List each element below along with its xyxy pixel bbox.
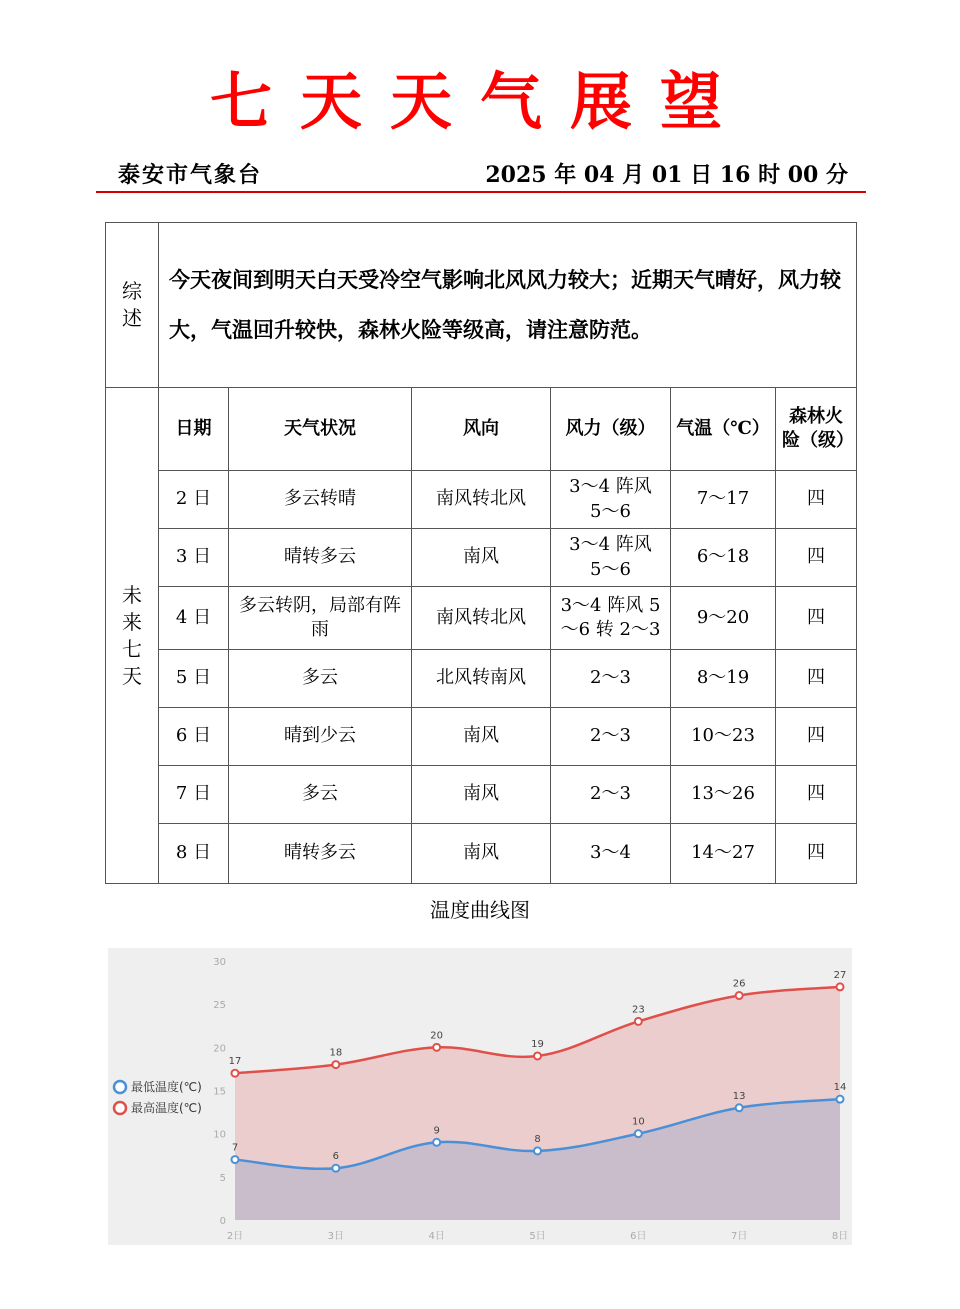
x-tick-label: 2日 [226, 1231, 244, 1242]
row-fire: 四 [776, 766, 857, 824]
x-tick-label: 4日 [428, 1231, 445, 1242]
row-wind-dir: 南风 [412, 529, 551, 587]
row-fire: 四 [776, 824, 857, 884]
data-point [232, 1156, 239, 1163]
row-wind-force: 2～3 [551, 650, 671, 708]
legend-marker [114, 1102, 126, 1114]
data-label: 9 [433, 1125, 440, 1137]
data-point [635, 1018, 642, 1025]
chart-title: 温度曲线图 [430, 898, 530, 922]
row-date: 4 日 [159, 587, 229, 650]
row-weather: 晴到少云 [229, 708, 412, 766]
data-point [736, 992, 743, 999]
row-wind-force: 3～4 [551, 824, 671, 884]
col-fire: 森林火险（级） [776, 388, 857, 471]
x-tick-label: 6日 [630, 1231, 647, 1242]
row-date: 6 日 [159, 708, 229, 766]
forecast-label [106, 388, 159, 884]
data-point [837, 1096, 844, 1103]
y-tick-label: 5 [219, 1172, 226, 1184]
data-point [433, 1044, 440, 1051]
forecast-table [105, 222, 857, 884]
row-temp: 6～18 [671, 529, 776, 587]
data-label: 10 [631, 1116, 645, 1128]
table-row [106, 766, 857, 824]
row-wind-dir: 南风 [412, 766, 551, 824]
row-date: 8 日 [159, 824, 229, 884]
data-point [433, 1139, 440, 1146]
row-temp: 13～26 [671, 766, 776, 824]
chart-canvas [108, 948, 852, 1245]
summary-label [106, 223, 159, 388]
col-wind-force: 风力（级） [551, 388, 671, 471]
data-label: 7 [231, 1142, 239, 1154]
row-weather: 多云转晴 [229, 471, 412, 529]
data-point [332, 1061, 339, 1068]
data-label: 23 [631, 1004, 645, 1016]
row-date: 7 日 [159, 766, 229, 824]
data-point [232, 1070, 239, 1077]
table-row [106, 587, 857, 650]
x-tick-label: 3日 [327, 1231, 345, 1242]
page-title: 七天天气展望 [209, 65, 750, 138]
data-label: 26 [732, 978, 746, 990]
summary-text: 今天夜间到明天白天受冷空气影响北风风力较大；近期天气晴好，风力较大，气温回升较快，森林火险等级高，请注意防范。 [159, 223, 857, 388]
data-label: 14 [833, 1082, 847, 1094]
row-weather: 多云转阴，局部有阵雨 [229, 587, 412, 650]
y-tick-label: 15 [213, 1086, 226, 1098]
col-weather: 天气状况 [229, 388, 412, 471]
header-rule [96, 191, 866, 193]
table-row [106, 708, 857, 766]
forecast-label-text: 未 来 七 天 [122, 582, 142, 688]
row-fire: 四 [776, 587, 857, 650]
legend-marker [114, 1081, 126, 1093]
row-fire: 四 [776, 708, 857, 766]
row-fire: 四 [776, 471, 857, 529]
row-wind-force: 3～4 阵风 5～6 转 2～3 [551, 587, 671, 650]
data-label: 17 [228, 1056, 242, 1068]
data-label: 6 [332, 1151, 340, 1163]
table-row [106, 529, 857, 587]
row-wind-dir: 南风转北风 [412, 471, 551, 529]
table-row [106, 471, 857, 529]
data-point [534, 1052, 541, 1059]
data-point [635, 1130, 642, 1137]
row-wind-dir: 南风转北风 [412, 587, 551, 650]
table-header-row [106, 388, 857, 471]
temperature-chart [108, 948, 852, 1245]
row-wind-force: 2～3 [551, 708, 671, 766]
row-temp: 9～20 [671, 587, 776, 650]
summary-row [106, 223, 857, 388]
data-label: 20 [430, 1030, 444, 1042]
legend-label: 最高温度(℃) [131, 1101, 202, 1115]
row-weather: 多云 [229, 650, 412, 708]
row-date: 3 日 [159, 529, 229, 587]
row-date: 5 日 [159, 650, 229, 708]
data-label: 8 [534, 1133, 541, 1145]
issuer: 泰安市气象台 [118, 162, 263, 188]
row-temp: 10～23 [671, 708, 776, 766]
data-label: 18 [329, 1047, 343, 1059]
y-tick-label: 30 [213, 957, 226, 968]
row-date: 2 日 [159, 471, 229, 529]
row-wind-dir: 南风 [412, 708, 551, 766]
table-row [106, 650, 857, 708]
issue-time: 2025 年 04 月 01 日 16 时 00 分 [485, 162, 848, 188]
data-label: 27 [833, 969, 847, 981]
row-temp: 7～17 [671, 471, 776, 529]
x-tick-label: 5日 [529, 1231, 546, 1242]
y-tick-label: 0 [219, 1216, 226, 1227]
row-wind-dir: 南风 [412, 824, 551, 884]
row-weather: 晴转多云 [229, 529, 412, 587]
summary-label-text: 综 述 [122, 279, 142, 330]
row-fire: 四 [776, 529, 857, 587]
col-temp: 气温（℃） [671, 388, 776, 471]
col-wind-dir: 风向 [412, 388, 551, 471]
x-tick-label: 8日 [831, 1231, 849, 1242]
y-tick-label: 10 [213, 1129, 226, 1141]
row-wind-dir: 北风转南风 [412, 650, 551, 708]
legend-label: 最低温度(℃) [131, 1080, 202, 1094]
row-fire: 四 [776, 650, 857, 708]
y-tick-label: 25 [213, 1000, 226, 1012]
data-point [837, 983, 844, 990]
data-label: 13 [732, 1090, 746, 1102]
y-tick-label: 20 [213, 1043, 226, 1055]
row-weather: 多云 [229, 766, 412, 824]
row-wind-force: 2～3 [551, 766, 671, 824]
row-wind-force: 3～4 阵风 5～6 [551, 471, 671, 529]
row-weather: 晴转多云 [229, 824, 412, 884]
data-point [736, 1104, 743, 1111]
col-date: 日期 [159, 388, 229, 471]
data-point [332, 1165, 339, 1172]
x-tick-label: 7日 [730, 1231, 748, 1242]
data-point [534, 1147, 541, 1154]
row-wind-force: 3～4 阵风 5～6 [551, 529, 671, 587]
row-temp: 14～27 [671, 824, 776, 884]
table-row [106, 824, 857, 884]
row-temp: 8～19 [671, 650, 776, 708]
data-label: 19 [531, 1038, 544, 1050]
